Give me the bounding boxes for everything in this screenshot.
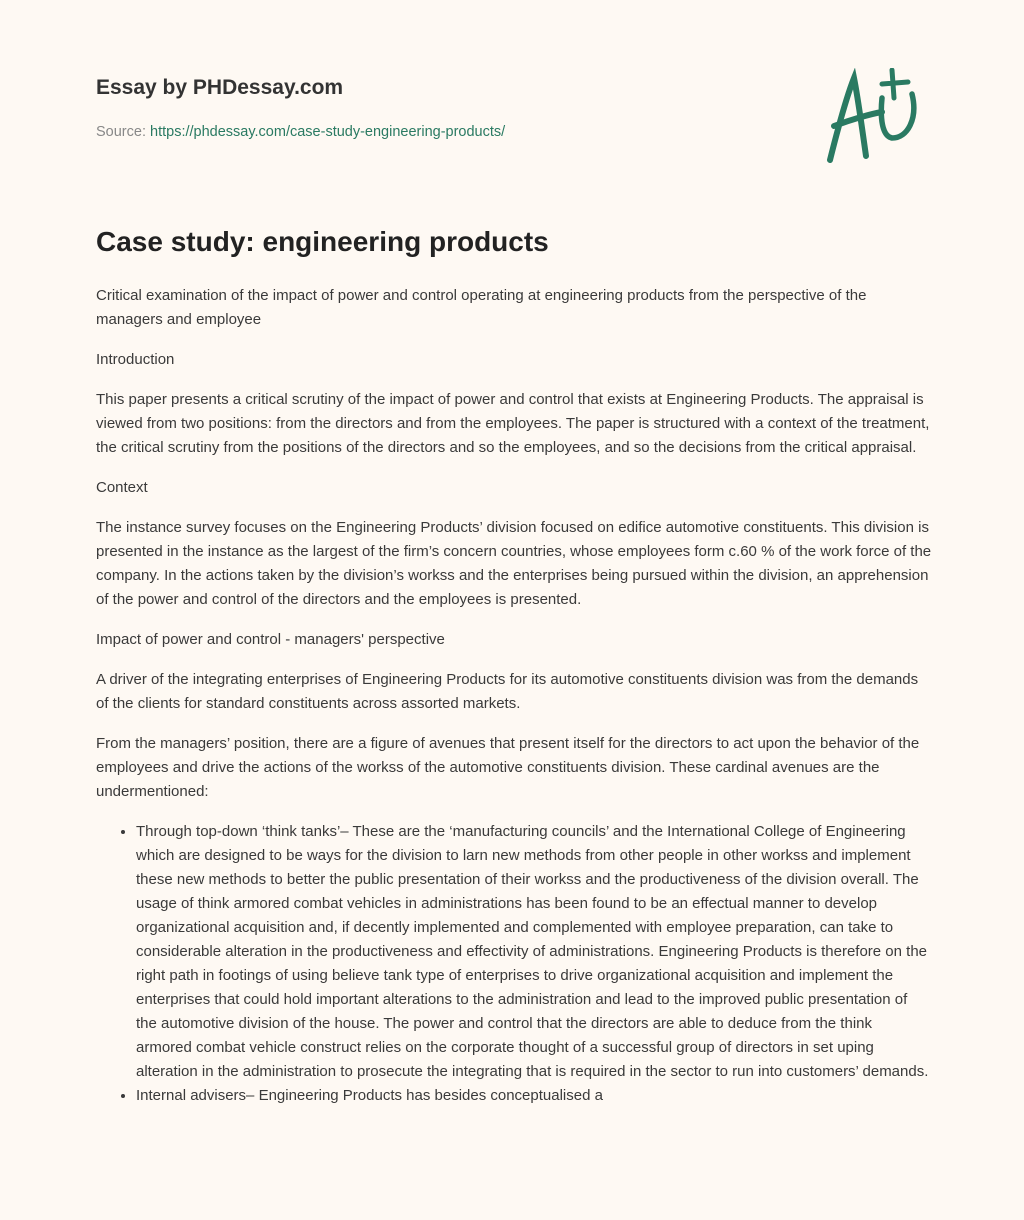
site-brand: Essay by PHDessay.com bbox=[96, 76, 344, 99]
article-title: Case study: engineering products bbox=[96, 226, 549, 257]
avenues-list bbox=[96, 820, 932, 1108]
source-link[interactable]: https://phdessay.com/case-study-engineering-products/ bbox=[150, 124, 506, 140]
section-heading-introduction: Introduction bbox=[96, 351, 175, 368]
list-item: • Through top-down ‘think tanks’– These are the ‘manufacturing councils’ and the International College of Engineering which are designed to be ways for the division to larn new methods from other people in other workss and implement these new methods to better the public presentation of their workss and the productiveness of the division overall. The usage of think armored combat vehicles in administrations has been found to be an effectual manner to develop organizational acquisition and, if decently implemented and complemented with employee preparation, can take to considerable alteration in the productiveness and effectivity of administrations. Engineering Products is therefore on the right path in footings of using believe tank type of enterprises to drive organizational acquisition and implement the enterprises that could hold important alterations to the administration and lead to the improved public presentation of the automotive division of the house. The power and control that the directors are able to deduce from the think armored combat vehicle construct relies on the corporate thought of a successful group of directors in set uping alteration in the administration to prosecute the integrating that is required in the sector to run into customers’ demands. bbox=[136, 820, 932, 1084]
list-item: • Internal advisers– Engineering Products has besides conceptualised a bbox=[136, 1084, 932, 1108]
article-body bbox=[96, 284, 932, 1108]
paragraph: A driver of the integrating enterprises of Engineering Products for its automotive constituents division was from the demands of the clients for standard constituents across assorted markets. bbox=[96, 671, 919, 712]
paragraph: This paper presents a critical scrutiny of the impact of power and control that exists at Engineering Products. The appraisal is viewed from two positions: from the directors and from the employees. The paper is structured with a context of the treatment, the critical scrutiny from the positions of the directors and so the employees, and so the decisions from the critical appraisal. bbox=[96, 391, 930, 456]
section-heading-managers-perspective: Impact of power and control - managers' perspective bbox=[96, 631, 445, 648]
section-heading-context: Context bbox=[96, 479, 148, 496]
paragraph: From the managers’ position, there are a figure of avenues that present itself for the directors to act upon the behavior of the employees and drive the actions of the workss of the automotive constituents division. These cardinal avenues are the undermentioned: bbox=[96, 735, 920, 800]
article-subtitle: Critical examination of the impact of power and control operating at engineering products from the perspective of the managers and employee bbox=[96, 287, 867, 328]
paragraph: The instance survey focuses on the Engineering Products’ division focused on edifice automotive constituents. This division is presented in the instance as the largest of the firm’s concern countries, whose employees form c.60 % of the work force of the company. In the actions taken by the division’s workss and the enterprises being pursued within the division, an apprehension of the power and control of the directors and the employees is presented. bbox=[96, 519, 932, 608]
source-line bbox=[96, 124, 505, 140]
a-plus-logo-icon bbox=[820, 68, 930, 168]
source-label: Source: bbox=[96, 124, 146, 140]
